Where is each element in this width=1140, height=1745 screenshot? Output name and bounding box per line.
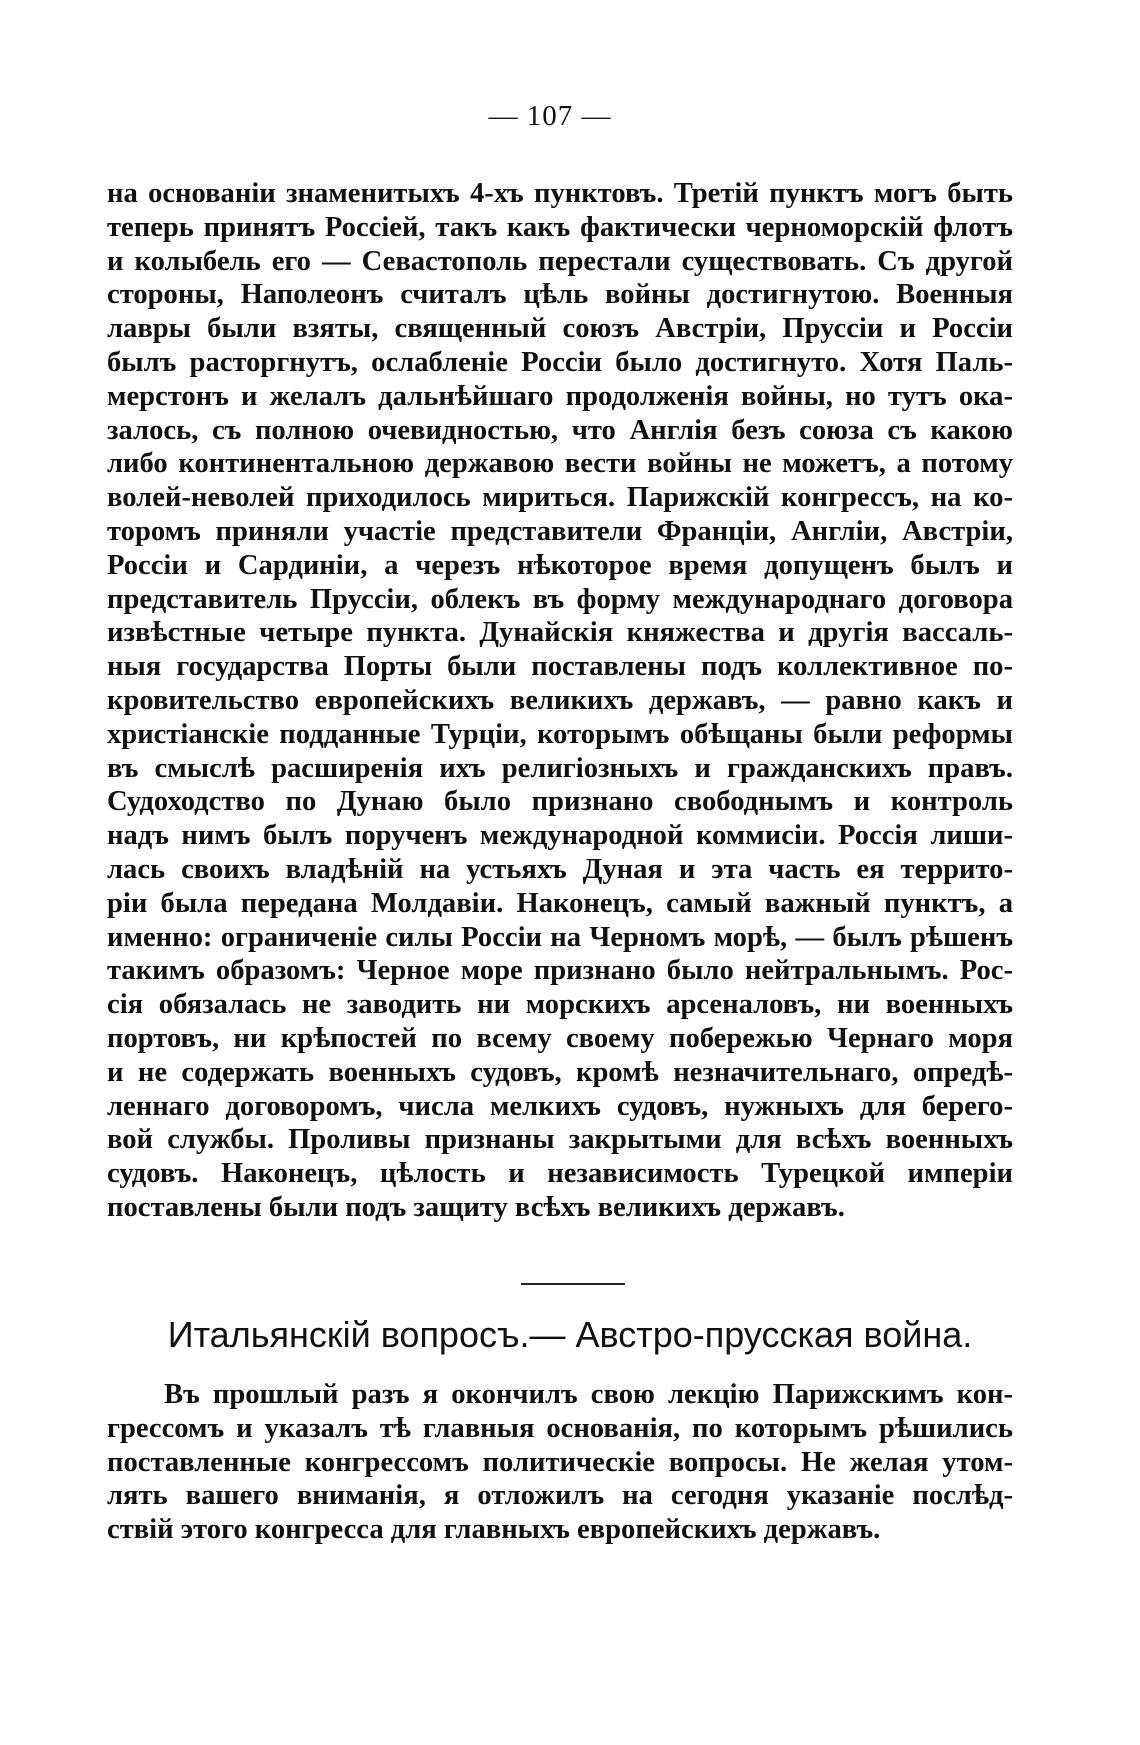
text-line: поставлены были подъ защиту всѣхъ великихъ державъ. xyxy=(107,1191,845,1223)
section-separator xyxy=(521,1283,625,1285)
text-line: такимъ образомъ: Черное море признано было нейтральнымъ. Рос- xyxy=(107,955,1013,987)
paragraph-1 xyxy=(107,177,1013,1225)
paragraph-2 xyxy=(107,1378,1013,1547)
text-line: лавры были взяты, священный союзъ Австріи, Пруссіи и Россіи xyxy=(107,313,1013,345)
text-line: портовъ, ни крѣпостей по всему своему побережью Чернаго моря xyxy=(107,1022,1013,1054)
text-line: христіанскіе подданные Турціи, которымъ обѣщаны были реформы xyxy=(107,718,1013,750)
text-line: въ смыслѣ расширенія ихъ религіозныхъ и гражданскихъ правъ. xyxy=(107,752,1013,784)
text-line: залось, съ полною очевидностью, что Англія безъ союза съ какою xyxy=(107,414,1013,446)
text-line: былъ расторгнутъ, ослабленіе Россіи было достигнуто. Хотя Паль- xyxy=(107,346,1013,378)
text-line: леннаго договоромъ, числа мелкихъ судовъ, нужныхъ для берего- xyxy=(107,1090,1013,1122)
text-line: надъ нимъ былъ порученъ международной коммисіи. Россія лиши- xyxy=(107,820,1013,852)
text-line: лась своихъ владѣній на устьяхъ Дуная и эта часть ея террито- xyxy=(107,853,1013,885)
text-line: грессомъ и указалъ тѣ главныя основанія, по которымъ рѣшились xyxy=(107,1412,1013,1444)
text-line: сія обязалась не заводить ни морскихъ арсеналовъ, ни военныхъ xyxy=(107,989,1013,1021)
section-heading: Итальянскій вопросъ.— Австро-прусская война. xyxy=(167,1314,973,1355)
text-line: волей-неволей приходилось мириться. Парижскій конгрессъ, на ко- xyxy=(107,482,1013,514)
text-line: Россіи и Сардиніи, а черезъ нѣкоторое время допущенъ былъ и xyxy=(107,549,1013,581)
text-line: стороны, Наполеонъ считалъ цѣль войны достигнутою. Военныя xyxy=(107,279,1013,311)
text-line: извѣстные четыре пункта. Дунайскія княжества и другія вассаль- xyxy=(107,617,1013,649)
text-line: судовъ. Наконецъ, цѣлость и независимость Турецкой имперіи xyxy=(107,1158,1013,1190)
text-line: Судоходство по Дунаю было признано свободнымъ и контроль xyxy=(107,786,1013,818)
text-line: Въ прошлый разъ я окончилъ свою лекцію Парижскимъ кон- xyxy=(164,1379,1013,1410)
text-line: и колыбель его — Севастополь перестали существовать. Съ другой xyxy=(107,245,1013,277)
text-line: ствій этого конгресса для главныхъ европейскихъ державъ. xyxy=(107,1514,881,1546)
text-line: ныя государства Порты были поставлены подъ коллективное по- xyxy=(107,651,1013,683)
text-line: на основаніи знаменитыхъ 4-хъ пунктовъ. Третій пунктъ могъ быть xyxy=(107,178,1013,209)
text-line: торомъ приняли участіе представители Франціи, Англіи, Австріи, xyxy=(107,515,1013,547)
text-line: кровительство европейскихъ великихъ державъ, — равно какъ и xyxy=(107,684,1013,716)
text-line: поставленные конгрессомъ политическіе вопросы. Не желая утом- xyxy=(107,1446,1013,1478)
text-line: и не содержать военныхъ судовъ, кромѣ незначительнаго, опредѣ- xyxy=(107,1056,1013,1088)
text-line: вой службы. Проливы признаны закрытыми для всѣхъ военныхъ xyxy=(107,1124,1013,1156)
page-number: — 107 — xyxy=(488,100,612,132)
text-line: именно: ограниченіе силы Россіи на Черномъ морѣ, — былъ рѣшенъ xyxy=(107,921,1013,953)
text-line: представитель Пруссіи, облекъ въ форму международнаго договора xyxy=(107,583,1013,615)
text-line: ріи была передана Молдавіи. Наконецъ, самый важный пунктъ, а xyxy=(107,887,1013,919)
text-line: лять вашего вниманія, я отложилъ на сегодня указаніе послѣд- xyxy=(107,1480,1013,1512)
text-line: мерстонъ и желалъ дальнѣйшаго продолженія войны, но тутъ ока- xyxy=(107,380,1013,412)
text-line: теперь принятъ Россіей, такъ какъ фактически черноморскій флотъ xyxy=(107,211,1013,243)
text-line: либо континентальною державою вести войны не можетъ, а потому xyxy=(107,448,1013,480)
